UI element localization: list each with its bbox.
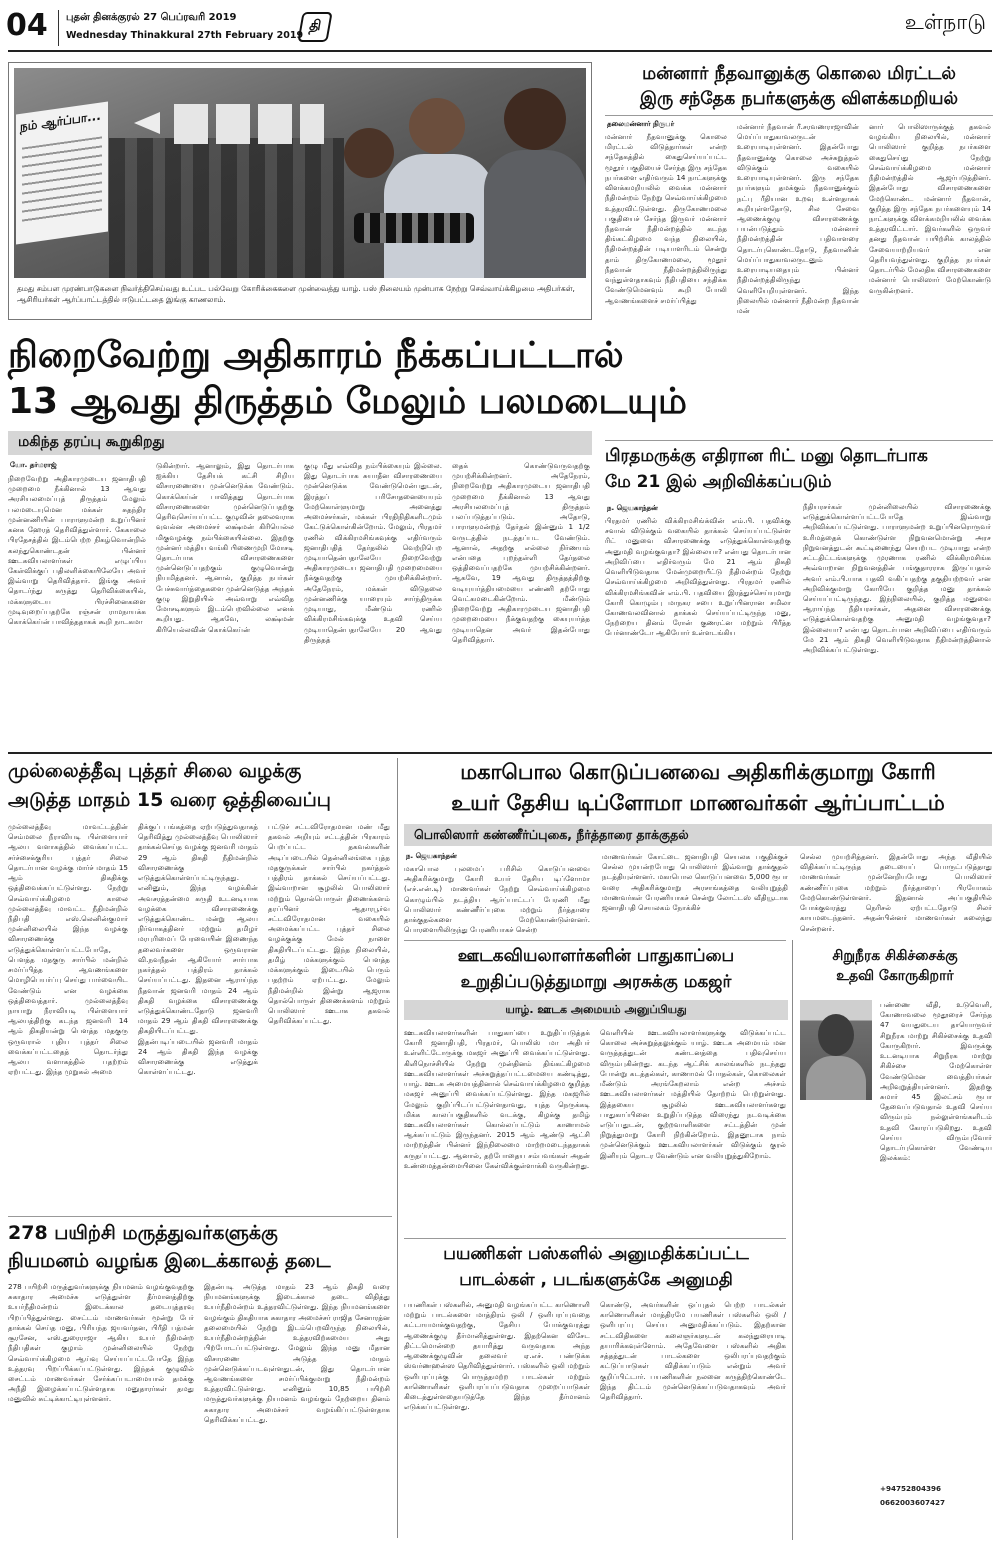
trainees-col-2: இதன்படி அடுத்த மாதம் 23 ஆம் திகதி வரை நியமனங்களுக்கு இடைக்கால தடை விதித்து உயர்நீதிமன்றம் உத்தரவிட்டுள்ளது. இந்த நியமனங்களை வழங்கும் திகதியாக சுகாதார அமைச்சர் ராஜித சேனாரத்ன தலைமையில் நேற்று இடம்பெறவிருந்த நிலையில், உயர்நீதிமன்றத்தின் உத்தரவிற்கமைய அது பிற்போடப்பட்டுள்ளது. மேலும் இந்த மனு மீதான விசாரணை அடுத்த மாதம் முன்னெடுக்கப்படவுள்ளதுடன், இது தொடர்பான ஆவணங்களை சமர்ப்பிக்குமாறு நீதிமன்றம் உத்தரவிட்டுள்ளது. எனினும் 10,85 பயிற்சி மருத்துவர்களுக்கு நியமனம் வழங்கும் நேற்றைய தினம் சுகாதார அமைச்சர் வழங்கிப்பட்டுள்ளதாக தெரிவிக்கப்பட்டது. xyxy=(204,1282,390,1424)
photo-story xyxy=(8,62,592,320)
appeal-headline-line2: உதவி கோருகிறார் xyxy=(836,968,954,984)
mahapola-subheadline-text: பொலிஸார் கண்ணீர்ப்புகை, நீர்த்தாரை தாக்குதல் xyxy=(414,826,689,842)
mahapola-bottom-rule xyxy=(404,940,786,941)
protest-banner xyxy=(16,102,108,245)
buddha-statue-story xyxy=(8,758,392,1213)
buddha-headline-line1: முல்லைத்தீவு புத்தர் சிலை வழக்கு xyxy=(8,760,302,782)
buddha-headline-line2: அடுத்த மாதம் 15 வரை ஒத்திவைப்பு xyxy=(8,789,331,811)
header-divider xyxy=(8,50,992,52)
person-right xyxy=(504,88,566,150)
thinakkural-logo xyxy=(297,12,332,42)
header-rule-vertical xyxy=(58,10,59,46)
mannar-story xyxy=(605,62,993,434)
mahapola-headline-line2: உயர் தேசிய டிப்ளோமா மாணவர்கள் ஆர்ப்பாட்டம் xyxy=(451,791,945,815)
photo-caption: தமது சம்பள முரண்பாடுகளை நிவர்த்திசெய்வது உட்பட பல்வேறு கோரிக்கைகளை முன்வைத்து யாழ். பஸ் நிலையம் முன்பாக நேற்று செவ்வாய்க்கிழமை அதிபர்கள், ஆசிரியர்கள் ஆர்ப்பாட்டத்தில் ஈடுபட்டதை இங்கு காணலாம். xyxy=(17,284,575,304)
bus-headline-line2: பாடல்கள் , படங்களுக்கே அனுமதி xyxy=(459,1270,733,1290)
main-col-4: தைக் கொண்டுவருவதற்கு முயற்சிக்கின்றனர். அதேநேரம், நிறைவேற்று அதிகாரமுடைய ஜனாதிபதி முறைமை நீக்கினால் 13 ஆவது அரசியலமைப்புத் திருத்தம் பலப்படுத்தப்படும். அதோடு, பாராளுமன்றத் தேர்தல் இன்னும் 1 1/2 வருடத்தில் நடத்தப்பட வேண்டும். ஆனால், அதற்கு எல்லை நிர்ணயம் என்பதை புறந்தள்ளி தேர்தலை ஒத்திவைப்பதற்கே முயற்சிக்கின்றனர். ஆகவே, 19 ஆவது திருத்தத்திற்கு வடியுயர்த்தியமையை எண்ணி தற்போது வெட்கமடைகின்றோம். மீண்டும் நிறைவேற்று அதிகாரமுடைய ஜனாதிபதி முறைமையை நீக்குவதற்கு கையுயர்த்த முடியாதென அவர் இதன்போது தெரிவித்தார். xyxy=(452,461,590,644)
mannar-col-1: மன்னார் நீதவானுக்கு கொலை மிரட்டல் விடுத்தார்கள் என்ற சந்தேகத்தில் கைதுசெய்யப்பட்ட மூதூர் பகுதியைச் சேர்ந்த இரு சந்தேக நபர்களை எதிர்வரும் 14 நாட்களுக்கு விளக்கமறியலில் வைக்க மன்னார் நீதிமன்றம் நேற்று செவ்வாய்க்கிழமை உத்தரவிட்டுள்ளது. திருகோணமலை பகுதியைச் சேர்ந்த இருவர் மன்னார் நீதவான் நீதிமன்றத்தில் கடந்த திங்கட்கிழமை வந்த நிலையில், நீதிமன்றத்தின் படியாளரிடம் சென்று தாம் திருகோணமலை, மூதூர் நீதவான் நீதிமன்றத்திலிருந்து வந்துள்ளதாகவும் நீதிபதியை சந்திக்க வேண்டுமெனவும் கூறி போலி ஆவணங்களைச் சமர்ப்பித்து xyxy=(605,132,727,305)
section-name: உள்நாடு xyxy=(904,10,986,34)
bus-story xyxy=(404,1242,788,1538)
journalists-col-1: ஊடகவியலாளர்களின் பாதுகாப்பை உறுதிப்படுத்தக் கோரி ஜனாதிபதி, பிரதமர், பொலிஸ் மா அதிபர் உள்ளிட்டோருக்கு மகஜர் அனுப்பி வைக்கப்பட்டுள்ளது. கிளிநொச்சியில் நேற்று முன்தினம் திங்கட்கிழமை ஊடகவியலாளர்கள் அச்சுறுத்தப்பட்டமையை கண்டித்து, யாழ். ஊடக அமையத்தினால் செவ்வாய்க்கிழமை குறித்த மகஜர் அனுப்பி வைக்கப்பட்டுள்ளது. இந்த மகஜரில் மேலும் குறிப்பிடப்பட்டுள்ளதாவது, யுத்த நெருக்கடி மிக்க காலப்பகுதிகளில் வடக்கு, கிழக்கு தமிழ் ஊடகவியலாளர்கள் கொல்லப்பட்டும் காணாமல் ஆக்கப்பட்டும் இருந்தனர். 2015 ஆம் ஆண்டு ஆட்சி மாற்றத்தின் பின்னர் இந்நிலைமை மாற்றமடைந்ததாகக் கருதப்பட்டது. ஆனால், தற்போதைய சம்பவங்கள் அதன் உண்மைத்தன்மையினை கேள்விக்குள்ளாக்கி வருகின்றது. xyxy=(404,1028,590,1170)
main-subheadline xyxy=(8,431,592,455)
trainees-col-1: 278 பயிற்சி மருத்துவர்களுக்கு நியமனம் வழங்குவதற்கு சுகாதார அமைச்சு எடுத்துள்ள தீர்மானத்திற்கு உயர்நீதிமன்றம் இடைக்கால தடையுத்தரவு பிறப்பித்துள்ளது. சைட்டம் மாணவர்கள் மூன்று பேர் தாக்கல் செய்த மனு, பிரியந்த ஜயவர்தன, பிரீதி பத்மன் சூரசேன, எஸ்.துரைராஜா ஆகிய உயர் நீதிமன்ற நீதிபதிகள் குழாம் முன்னிலையில் நேற்று செவ்வாய்க்கிழமை ஆய்வு செய்யப்பட்டபோதே இந்த உத்தரவு பிறப்பிக்கப்பட்டுள்ளது. இந்தக் குழுவில் சைட்டம் மாணவர்கள் சேர்க்கப்படாமையால் தமக்கு அநீதி இழைக்கப்பட்டுள்ளதாக மனுதாரர்கள் தமது மனுவில் சுட்டிக்காட்டியுள்ளனர். xyxy=(8,1282,194,1404)
issue-date-english: Wednesday Thinakkural 27th February 2019 xyxy=(66,30,304,41)
lower-left-rule xyxy=(8,1216,392,1217)
mannar-col-3: னார் பொலிஸாருக்குத் தகவல் வழங்கிய நிலையில், மன்னார் பொலிஸார் குறித்த நபர்களை கைதுசெய்து நேற்று செவ்வாய்க்கிழமை மன்னார் நீதிமன்றத்தில் ஆஜர்படுத்தினர். இதன்போது விசாரணைகளை மேற்கொண்ட மன்னார் நீதவான், குறித்த இரு சந்தேக நபர்களையும் 14 நாட்களுக்கு விளக்கமறியலில் வைக்க உத்தரவிட்டார். இவர்களில் ஒருவர் தனது நீதவான் பயிற்சிக் காலத்தில் சேவையாற்றியவர் என தெரியவந்துள்ளது. குறித்த நபர்கள் தொடர்பில் மேலதிக விசாரணைகளை மன்னார் பொலிஸார் மேற்கொண்டு வருகின்றனர். xyxy=(869,122,991,295)
main-col-1: நிறைவேற்று அதிகாரமுடைய ஜனாதிபதி முறைமை நீக்கினால் 13 ஆவது அரசியலமைப்புத் திருத்தம் மேலும் பலமடையுமென மக்கள் சுதந்திர முன்னணியின் பாராளுமன்ற உறுப்பினர் கனக ஹேரத் தெரிவித்துள்ளார். கேகாலை பிரதேசத்தில் இடம்பெற்ற நிகழ்வொன்றில் கலந்துகொண்டதன் பின்னர் ஊடகவியலாளர்கள் எழுப்பிய கேள்விக்குப் பதிலளிக்கையிலேயே அவர் இவ்வாறு தெரிவித்தார். இங்கு அவர் தொடர்ந்து கருத்து தெரிவிக்கையில், மக்களுடைய பிரச்சினைகளை முடிவுறைப்பதற்கே ரஞ்சன் ராமநாயக்க கொக்கெய்ன் பாவித்ததாகக் கூறி நாடகமா xyxy=(8,474,146,627)
mahapola-byline: ந. ஜெயகாந்தன் xyxy=(406,852,457,860)
crowd-silhouette xyxy=(109,138,344,278)
banner-heading: நம் ஆர்ப்பா... xyxy=(20,108,101,134)
press-microphones xyxy=(354,213,474,243)
page-number: 04 xyxy=(6,8,48,43)
logo-glyph: தி xyxy=(308,18,323,34)
journalists-subheadline xyxy=(404,1000,788,1020)
trainees-headline-line1: 278 பயிற்சி மருத்துவர்களுக்கு xyxy=(8,1222,278,1244)
mannar-headline-line2: இரு சந்தேக நபர்களுக்கு விளக்கமறியல் xyxy=(639,89,959,109)
mahapola-col-3: செல்ல முயற்சித்தனர். இதன்போது அந்த வீதியில் விதிக்கப்பட்டிருந்த தடையைப் பொருட்படுத்தாது மாணவர்கள் முன்னேறியபோது பொலிஸார் கண்ணீர்ப்புகை மற்றும் நீர்த்தாரைப் பிரயோகம் மேற்கொண்டுள்ளனர். இதனால் அப்பகுதியில் போக்குவரத்து நெரிசல் ஏற்பட்டதோடு சிலர் காயமடைந்தனர். அதன்பின்னர் மாணவர்கள் கலைந்து சென்றனர். xyxy=(800,852,992,933)
buddha-col-1: முல்லைத்தீவு மாவட்டத்தின் செம்மலை நீராவியடி பிள்ளையார் ஆலய வளாகத்தில் வைக்கப்பட்ட சர்ச்சைக்குரிய புத்தர் சிலை தொடர்பான வழக்கு மார்ச் மாதம் 15 ஆம் திகதிக்கு ஒத்திவைக்கப்பட்டுள்ளது. நேற்று செவ்வாய்க்கிழமை காலை முல்லைத்தீவு மாவட்ட நீதிமன்றில் நீதிபதி எஸ்.லெனின்குமார் முன்னிலையில் இந்த வழக்கு விசாரணைக்கு எடுத்துக்கொள்ளப்பட்டபோதே, பௌத்த மதகுரு சார்பில் மன்றில் சமர்ப்பித்த ஆவணங்களை மொழிபெயர்ப்பு செய்து பார்வையிட வேண்டும் என வழக்கை ஒத்திவைத்தார். முல்லைத்தீவு நாயாறு நீராவியடி பிள்ளையார் ஆலயத்திற்கு கடந்த ஜனவரி 14 ஆம் திகதியன்று பௌத்த மதகுரு ஒருவரால் புதிய புத்தர் சிலை வைக்கப்பட்டதைத் தொடர்ந்து ஆலய வளாகத்தில் பதற்றம் ஏற்பட்டது. இந்த முறுகல் அமை xyxy=(8,822,128,1077)
trainee-doctors-story xyxy=(8,1220,392,1538)
journalists-headline-line1: ஊடகவியலாளர்களின் பாதுகாப்பை xyxy=(457,946,735,966)
trainees-headline-line2: நியமனம் வழங்க இடைக்காலத் தடை xyxy=(8,1250,331,1272)
portrait-face xyxy=(818,1014,854,1056)
person-right-body xyxy=(484,150,586,278)
journalists-col-2: வெளியில் ஊடகவியலாளர்களுக்கு விடுக்கப்பட்ட கொலை அச்சுறுத்தலுக்கும் யாழ். ஊடக அமையம் மன வருத்தத்துடன் கண்டனத்தை பதிவுசெய்ய விரும்புகின்றது. கடந்த ஆட்சிக் காலங்களில் நடந்தது போன்று கடத்தல்கள், காணாமல் போதல்கள், கொலைகள் மீண்டும் அரங்கேறலாம் என்ற அச்சம் ஊடகவியலாளர்கள் மத்தியில் தோற்றம் பெற்றுள்ளது. இத்தகைய சூழலில் ஊடகவியலாளர்களது பாதுகாப்பினை உறுதிப்படுத்த விரைந்து நடவடிக்கை எடுப்பதுடன், குற்றவாளிகளை சட்டத்தின் முன் நிறுத்துமாறு கோரி நிற்கின்றோம். இதனூடாக நாம் முன்னெடுக்கும் ஊடகவியலாளர்கள் விடுக்கும் குரல் இனியும் தொடர வேண்டும் என வலியுறுத்துகிறோம். xyxy=(600,1028,786,1160)
buddha-col-2: திக்குப் பங்கத்தை ஏற்படுத்துவதாகத் தெரிவித்து முல்லைத்தீவு பொலிஸார் தாக்கல்செய்த வழக்கு ஜனவரி மாதம் 29 ஆம் திகதி நீதிமன்றில் விசாரணைக்கு எடுத்துக்கொள்ளப்பட்டிருந்தது. எனினும், இந்த வழக்கின் அவசரத்தன்மை கருதி உடனடியாக வழக்கை விசாரணைக்கு எடுத்துக்கொண்ட மன்று ஆலய நிர்வாகத்தினர் மற்றும் தமிழர் மரபுரிமைப் பேரவையின் இணைந்த தலைவர்களை ஒருவரான வி.நவநீதன் ஆகியோர் சார்பாக நகர்த்தல் பத்திரம் தாக்கல் செய்யப்பட்டது. இதனை ஆராய்ந்த நீதவான் ஜனவரி மாதம் 24 ஆம் திகதி வழக்கை விசாரணைக்கு எடுத்துக்கொண்டதோடு ஜனவரி மாதம் 29 ஆம் திகதி விசாரணைக்கு திகதியிடப்பட்டது. இதன்படிப்படையில் ஜனவரி மாதம் 24 ஆம் திகதி இந்த வழக்கு விசாரணைக்கு எடுத்துக் கொள்ளப்பட்டது. xyxy=(138,822,258,1077)
protest-placards xyxy=(174,104,324,144)
mahapola-col-2: மாணவர்கள் கோட்டை ஜனாதிபதி செயலக பகுதிக்குச் செல்ல முயன்றபோது பொலிஸார் இவ்வாறு தாக்குதல் நடத்தியுள்ளனர். மகாபொல கொடுப்பனவை 5,000 ரூபா வரை அதிகரிக்குமாறு அரசாங்கத்தை வலியுறுத்தி மாணவர்கள் பேரணியாகச் சென்று லோட்டஸ் வீதியூடாக ஜனாதிபதி செயலகம் நோக்கிச் xyxy=(602,852,788,913)
bus-col-2: கொண்டு, அவர்களின் ஒப்புதல் பெற்ற பாடல்கள் காணொளிகள் மாத்திரமே பயணிகள் பஸ்களில் ஒலி / ஒளிபரப்பு செய்ய அனுமதிக்கப்படும். இதற்கான சட்டவிதிகளை கலைஞர்களுடன் கலந்துரையாடி தயாரிக்கவுள்ளோம். அதேவேளை பஸ்களில் அதிக சத்தத்துடன் பாடல்களை ஒலிபரப்புவதற்கும் கட்டுப்பாடுகள் விதிக்கப்படும் என்றும் அவர் குறிப்பிட்டார். பயணிகளின் நலனை கருத்திற்கொண்டே இந்த திட்டம் முன்னெடுக்கப்படுவதாகவும் அவர் தெரிவித்தார். xyxy=(600,1300,786,1401)
appeal-headline-line1: சிறுநீரக சிகிச்சைக்கு xyxy=(832,948,958,964)
banner-lines xyxy=(22,136,102,227)
mannar-rule xyxy=(605,115,993,116)
main-byline: யோ. தர்மராஜ் xyxy=(10,461,57,469)
protest-photo xyxy=(14,68,586,278)
mannar-headline-line1: மன்னார் நீதவானுக்கு கொலை மிரட்டல் xyxy=(642,64,956,84)
appeal-account: 0662003607427 xyxy=(880,1498,946,1507)
mahapola-subheadline xyxy=(404,824,992,846)
mahapola-headline-line1: மகாபொல கொடுப்பனவை அதிகரிக்குமாறு கோரி xyxy=(460,760,936,784)
medical-appeal xyxy=(798,944,992,1534)
middle-divider xyxy=(8,752,992,754)
main-col-2: டுகின்றார். ஆனாலும், இது தொடர்பாக ஐக்கிய தேசியக் கட்சி சிறிய விசாரணையை முன்னெடுக்க வேண்டும். கொக்கெய்ன் பாவித்தது தொடர்பாக விசாரணைகளை முன்னெடுப்பதற்கு தெரிவுசெய்யப்பட்ட குழுவின் தலைவராக வுவல்ன அமைச்சர் லக்ஷ்மன் கிரியெல்ல மிகுவழக்கு நம்பிக்கையில்லை. இதற்கு முன்னர் மத்திய வங்கி பிணைமுறி மோசடி தொடர்பாக விசாரணைகளை முன்னெடுப்பதற்கும் குழுவொன்று நியமித்தனர். ஆனால், குறித்த நபர்கள் பேச்சுவார்த்தைகளை முன்னெடுத்த அந்தக் குழு இறுதியில் அவ்வாறு எவ்வித மோசடிகளும் இடம்பெறவில்லை எனக் கூறியது. ஆகவே, லக்ஷ்மன் கிரியெல்லவின் கொக்கெய்ன் xyxy=(156,461,294,634)
pm-col-2: நீதியரசர்கள் முன்னிலையில் விசாரணைக்கு எடுத்துக்கொள்ளப்பட்டபோதே இவ்வாறு அறிவிக்கப்பட்டுள்ளது. பாராளுமன்ற உறுப்பினரொருவர் உரிமத்தைக் கொண்டுள்ள நிறுவனமொன்று அரச நிறுவனத்துடன் கூட்டிணைந்து செயற்பட முடியாது என்ற சட்டதிட்டங்களுக்கு முரணாக ரணில் விக்கிரமசிங்க அவ்வாறான நிறுவனத்தின் பங்குதாரராக இருப்பதால் அவர் எம்.பி.யாக பதவி வகிப்பதற்கு தகுதியற்றவர் என அறிவிக்குமாறு கோரியே குறித்த மனு தாக்கல் செய்யப்பட்டிருந்தது. இந்நிலையில், குறித்த மனுவை ஆராய்ந்த நீதியரசர்கள், அதனை விசாரணைக்கு எடுத்துக்கொள்வதற்கு அனுமதி வழங்குவதா? இல்லையா? என்பது தொடர்பான அறிவிப்பை எதிர்வரும் மே 21 ஆம் திகதி வெளியிடுவதாக நீதிமன்றத்தினால் அறிவிக்கப்பட்டுள்ளது. xyxy=(803,502,991,655)
prime-minister-story xyxy=(605,440,993,748)
bus-col-1: பயணிகள் பஸ்களில், அனுமதி வழங்கப்பட்ட காணொளி மற்றும் பாடல்களை மாத்திரம் ஒலி / ஒளிபரப்புவதை கட்டாயமாக்குவதற்கு, தேசிய போக்குவரத்து ஆணைக்குழு தீர்மானித்துள்ளது. இதற்கென விசேட திட்டமொன்றை தயாரித்து வருவதாக அந்த ஆணைக்குழுவின் தலைவர் ஏ.எச். பண்டுக்க ஸ்வர்ணஹன்ஸ தெரிவித்துள்ளார். பஸ்களில் ஒலி மற்றும் ஒளிபரப்புக்கு பொருத்தமற்ற பாடல்கள் மற்றும் காணொளிகள் ஒளிபரப்பப்படுவதாக முறைப்பாடுகள் கிடைத்துள்ளதையடுத்தே இந்த தீர்மானம் எடுக்கப்பட்டுள்ளது. xyxy=(404,1300,590,1412)
mannar-byline: தலைமன்னார் நிருபர் xyxy=(607,120,675,128)
appeal-portrait xyxy=(800,1000,872,1100)
pm-headline-line2: மே 21 இல் அறிவிக்கப்படும் xyxy=(605,472,832,492)
journalists-headline-line2: உறுதிப்படுத்துமாறு அரசுக்கு மகஜர் xyxy=(460,972,732,992)
journalists-subheadline-text: யாழ். ஊடக அமையம் அனுப்பியது xyxy=(505,1002,687,1016)
bus-headline-line1: பயணிகள் பஸ்களில் அனுமதிக்கப்பட்ட xyxy=(443,1244,749,1264)
appeal-phone: +94752804396 xyxy=(880,1484,942,1493)
buddha-col-3: பட்டுச் சட்டவிரோதமான மண் மீது தகவல் அறியும் சட்டத்தின் பிரகாரம் பெறப்பட்ட தகவல்களின் அடிப்படையில் தென்னிலங்கை புத்த மதகுருக்கள் சார்பில் நகர்த்தல் பத்திரம் தாக்கல் செய்யப்பட்டது. இவ்வாறான சூழலில் பொலிஸார் மற்றும் தொல்பொருள் திணைக்களம் தரப்பினர் ஆதாரபூர்வ சட்டவிரோதமான வகையில் அமைக்கப்பட்ட புத்தர் சிலை வழக்குக்கு மேல் நாளை திகதியிடப்பட்டது. இந்த நிலையில், தமிழ் மக்களுக்கும் பௌத்த மக்களுக்கும் இடையில் பெரும் பதற்றம் ஏற்பட்டது. மேலும் நீதிமன்றில் இன்று ஆஜராக தொல்பொருள் திணைக்களம் மற்றும் பொலிஸார் ஊடாக தகவல் தெரிவிக்கப்பட்டது. xyxy=(268,822,390,1026)
appeal-body: பண்ணை வீதி, உடுவெளி, கோணாவலை மூதூரைச் சேர்ந்த 47 வயதுடைய தாயொருவர் சிறுநீரக மாற்று சிகிச்சைக்கு உதவி கோருகிறார். இவருக்கு உடனடியாக சிறுநீரக மாற்று சிகிச்சை மேற்கொள்ள வேண்டுமென வைத்தியர்கள் அறிவுறுத்தியுள்ளனர். இதற்கு சுமார் 45 இலட்சம் ரூபா தேவைப்படுவதால் உதவி செய்ய விரும்பும் நல்லுள்ளங்களிடம் உதவி கோரப்படுகிறது. உதவி செய்ய விரும்புவோர் தொடர்புகொள்ள வேண்டிய இலக்கம்: xyxy=(880,1000,992,1163)
mahapola-story xyxy=(404,758,992,936)
mahapola-col-1: மகாபொல புலமைப் பரிசில் கொடுப்பனவை அதிகரிக்குமாறு கோரி உயர் தேசிய டிப்ளோமா (எச்.என்.டி) மாணவர்கள் நேற்று செவ்வாய்க்கிழமை கொழும்பில் நடத்திய ஆர்ப்பாட்டப் பேரணி மீது பொலிஸார் கண்ணீர்ப்புகை மற்றும் நீர்த்தாரை தாக்குதல்களை மேற்கொண்டுள்ளனர். பொரளையிலிருந்து பேரணியாகச் சென்ற xyxy=(404,864,590,935)
speaker-person xyxy=(409,98,465,154)
main-headline-line1: நிறைவேற்று அதிகாரம் நீக்கப்பட்டால் xyxy=(8,335,624,376)
person-left xyxy=(344,128,394,178)
main-headline-line2: 13 ஆவது திருத்தம் மேலும் பலமடையும் xyxy=(8,381,687,422)
main-subheadline-text: மகிந்த தரப்பு கூறுகிறது xyxy=(18,434,165,450)
issue-date-tamil: புதன் தினக்குரல் 27 பெப்ரவரி 2019 xyxy=(66,12,237,23)
portrait-shoulders xyxy=(806,1056,866,1100)
page-header xyxy=(0,0,1000,58)
column-divider-right xyxy=(792,940,793,1540)
mannar-col-2: மன்னார் நீதவான் ரீ.சரவணராஜாவின் மெய்ப்பாதுகாவலருடன் உரையாடியுள்ளனர். இதன்போது நீதவானுக்கு கொலை அச்சுறுத்தல் விடுக்கும் வகையில் உரையாடியுள்ளனர். இரு சந்தேக நபர்களும் தமக்கும் நீதவானுக்கும் நட்பு ரீதியான உறவு உள்ளதாகக் கூறியுள்ளதோடு, சில சேவை ஆணைக்குழு விசாரணைக்கு பயன்படுத்தும் மன்னார் நீதிமன்றத்தின் பதிவாளரை தொடர்புகொண்டதோடு, நீதவானின் மெய்ப்பாதுகாவலருடனும் உரையாடியதையும் பின்னர் நீதிமன்றத்திலிருந்து வெளியேறியுள்ளனர். இந்த நிலையில் மன்னார் நீதிமன்ற நீதவான் மன் xyxy=(737,122,859,315)
megaphone-icon xyxy=(134,112,160,134)
journalists-story xyxy=(404,944,788,1234)
column-divider-left xyxy=(397,758,398,1538)
pm-headline-line1: பிரதமருக்கு எதிரான ரிட் மனு தொடர்பாக xyxy=(605,446,928,466)
pm-byline: ந. ஜெயகாந்தன் xyxy=(607,504,658,512)
bus-top-rule xyxy=(404,1238,786,1239)
pm-top-rule xyxy=(605,440,993,441)
main-col-3: குழு மீது எவ்வித நம்பிக்கையும் இல்லை. இது தொடர்பாக சுயாதீன விசாரணையை முன்னெடுக்க வேண்டுமென்பதுடன், இரத்தப் பரிசோதனையையும் மேற்கொள்ளுமாறு அனைத்து அமைச்சர்கள், மக்கள் பிரதிநிதிகளிடமும் கேட்டுக்கொள்கின்றோம். மேலும், பிரதமர் ரணில் விக்கிரமசிங்கவுக்கு எதிர்வரும் ஜனாதிபதித் தேர்தலில் வெற்றிபெற முடியாதென்பதாலேயே நிறைவேற்று அதிகாரமுடைய ஜனாதிபதி முறைமையை நீக்குவதற்கு முயற்சிக்கின்றார். அதேநேரம், மக்கள் விடுதலை முன்னணிக்கு யாரையும் சார்ந்திருக்க முடியாது, மீண்டும் ரணில் விக்கிரமசிங்கவுக்கு உதவி செய்ய முடியாதென்பதாலேயே 20 ஆவது திருத்தத் xyxy=(304,461,442,644)
pm-col-1: பிரதமர் ரணில் விக்கிரமசிங்க்வின் எம்.பி. பதவிக்கு சவால் விடுக்கும் வகையில் தாக்கல் செய்யப்பட்டுள்ள ரிட் மனுவை விசாரணைக்கு எடுத்துக்கொள்வதற்கு அனுமதி வழங்குவதா? இல்லையா? என்பது தொடர்பான அறிவிப்பை எதிர்வரும் மே 21 ஆம் திகதி வெளியிடுவதாக மேன்முறையீட்டு நீதிமன்றம் நேற்று செவ்வாய்க்கிழமை அறிவித்துள்ளது. பிரதமர் ரணில் விக்கிரமசிங்கவின் எம்.பி. பதவியை இரத்துச்செய்யுமாறு கோரி கொழும்பு மாநகர சபை உறுப்பினரான சமிலா கோணவலவினால் தாக்கல் செய்யப்பட்டிருந்த மனு, நேற்றைய தினம் ரோன் குணரட்ன மற்றும் பிரீத்த பேர்னாண்டோ ஆகியோர் உள்ளடங்கிய xyxy=(605,516,791,638)
